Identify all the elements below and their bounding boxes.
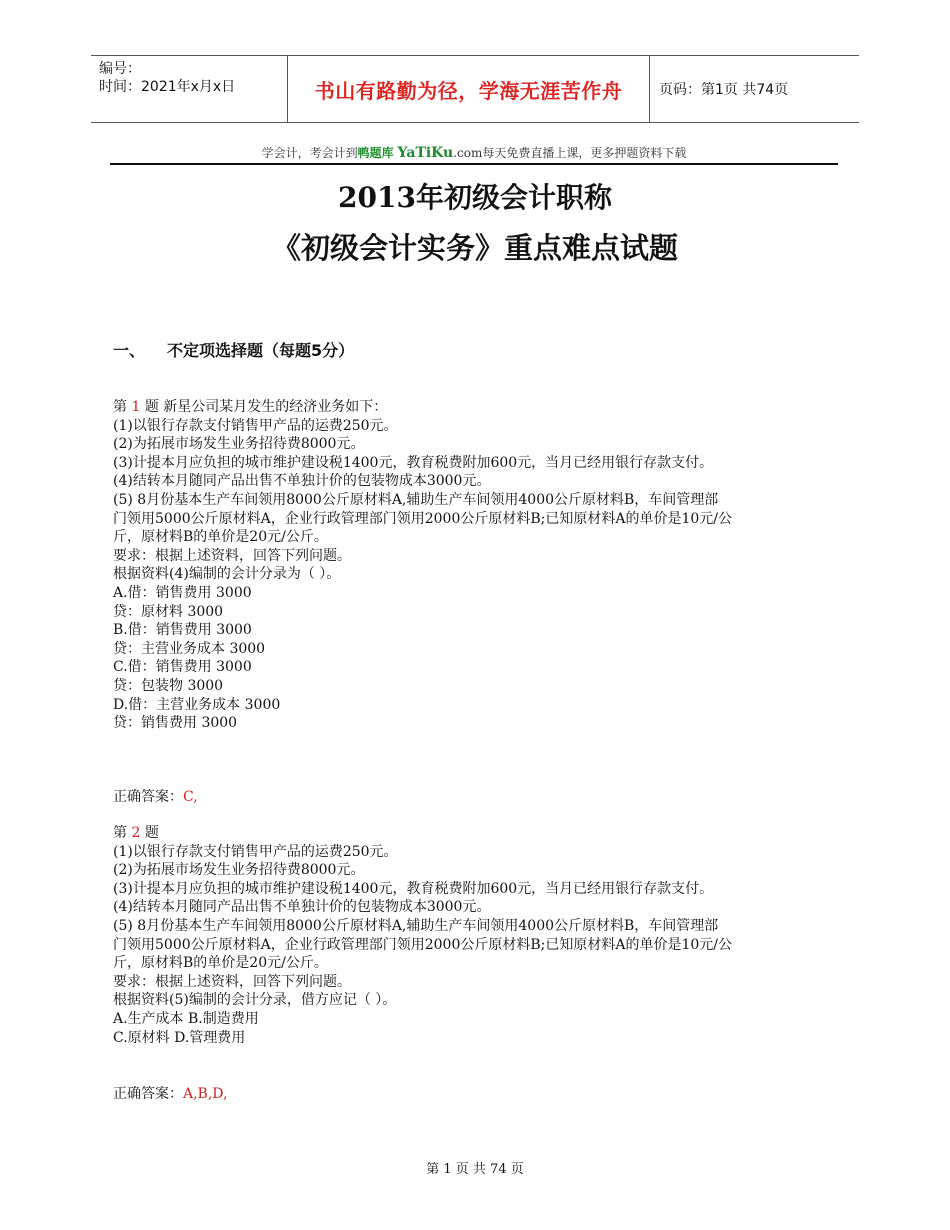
banner-prefix: 学会计，考会计到	[261, 146, 358, 160]
option-line: 贷：销售费用 3000	[113, 715, 238, 732]
document-header	[91, 55, 859, 123]
question-line: (5) 8月份基本生产车间领用8000公斤原材料A,辅助生产车间领用4000公斤原材料B，车间管理部	[113, 491, 719, 508]
motto: 书山有路勤为径，学海无涯苦作舟	[314, 78, 623, 103]
header-page-info	[650, 56, 859, 122]
question-header	[113, 398, 848, 417]
option-line: C.原材料 D.管理费用	[113, 1029, 246, 1046]
time-label: 时间：2021年x月x日	[99, 79, 236, 95]
answer-value: A,B,D,	[183, 1086, 228, 1102]
section-heading	[113, 338, 354, 361]
question-1	[113, 398, 848, 733]
question-2	[113, 824, 848, 1047]
option-line: 贷：包装物 3000	[113, 677, 224, 694]
question-line: (1)以银行存款支付销售甲产品的运费250元。	[113, 843, 398, 860]
option-line: 贷：原材料 3000	[113, 603, 224, 620]
question-line: 斤，原材料B的单价是20元/公斤。	[113, 529, 328, 546]
banner-site-en[interactable]: YaTiKu	[397, 145, 454, 161]
question-prompt: 根据资料(4)编制的会计分录为（ ）。	[113, 566, 341, 583]
question-line: (3)计提本月应负担的城市维护建设税1400元，教育税费附加600元，当月已经用银行存款支付。	[113, 454, 714, 471]
question-intro: 题	[140, 825, 159, 841]
page-info: 页码：第1页 共74页	[659, 82, 789, 98]
option-line: B.借：销售费用 3000	[113, 622, 252, 639]
question-line: (2)为拓展市场发生业务招待费8000元。	[113, 436, 365, 453]
question-prompt: 根据资料(5)编制的会计分录，借方应记（ ）。	[113, 992, 397, 1009]
question-line: (2)为拓展市场发生业务招待费8000元。	[113, 862, 365, 879]
question-prefix: 第	[113, 399, 132, 415]
answer-1	[113, 788, 848, 807]
answer-label: 正确答案：	[113, 1086, 183, 1102]
question-prefix: 第	[113, 825, 132, 841]
question-line: 门领用5000公斤原材料A，企业行政管理部门领用2000公斤原材料B;已知原材料A的单价是10元/公	[113, 936, 733, 953]
question-line: (4)结转本月随同产品出售不单独计价的包装物成本3000元。	[113, 899, 491, 916]
option-line: C.借：销售费用 3000	[113, 659, 252, 676]
question-number: 1	[131, 399, 141, 415]
question-line: 要求：根据上述资料，回答下列问题。	[113, 547, 351, 564]
site-banner	[110, 144, 838, 161]
question-line: 要求：根据上述资料，回答下列问题。	[113, 973, 351, 990]
answer-2	[113, 1085, 848, 1104]
question-line: 斤，原材料B的单价是20元/公斤。	[113, 955, 328, 972]
option-line: 贷：主营业务成本 3000	[113, 640, 266, 657]
option-line: D.借：主营业务成本 3000	[113, 696, 281, 713]
question-line: (3)计提本月应负担的城市维护建设税1400元，教育税费附加600元，当月已经用银行存款支付。	[113, 880, 714, 897]
section-label: 不定项选择题（每题5分）	[167, 341, 355, 360]
footer-page-number: 第 1 页 共 74 页	[426, 1162, 524, 1177]
header-meta	[91, 56, 287, 122]
question-line: (4)结转本月随同产品出售不单独计价的包装物成本3000元。	[113, 473, 491, 490]
document-title-line1: 2013年初级会计职称	[338, 181, 612, 214]
question-header	[113, 824, 848, 843]
document-title-line2: 《初级会计实务》重点难点试题	[271, 231, 678, 265]
banner-suffix: .com每天免费直播上课，更多押题资料下载	[453, 146, 687, 160]
option-line: A.借：销售费用 3000	[113, 584, 252, 601]
question-number: 2	[131, 825, 141, 841]
banner-divider	[110, 163, 838, 165]
header-motto-cell	[287, 56, 650, 122]
banner-site-cn[interactable]: 鸭题库	[357, 146, 394, 160]
question-intro: 题 新星公司某月发生的经济业务如下：	[140, 399, 388, 415]
code-label: 编号：	[99, 61, 141, 77]
answer-value: C,	[183, 789, 198, 805]
question-line: 门领用5000公斤原材料A，企业行政管理部门领用2000公斤原材料B;已知原材料A的单价是10元/公	[113, 510, 733, 527]
question-line: (1)以银行存款支付销售甲产品的运费250元。	[113, 417, 398, 434]
question-line: (5) 8月份基本生产车间领用8000公斤原材料A,辅助生产车间领用4000公斤原材料B，车间管理部	[113, 917, 719, 934]
answer-label: 正确答案：	[113, 789, 183, 805]
page-footer	[0, 1158, 950, 1177]
section-number: 一、	[113, 341, 146, 360]
option-line: A.生产成本 B.制造费用	[113, 1010, 259, 1027]
